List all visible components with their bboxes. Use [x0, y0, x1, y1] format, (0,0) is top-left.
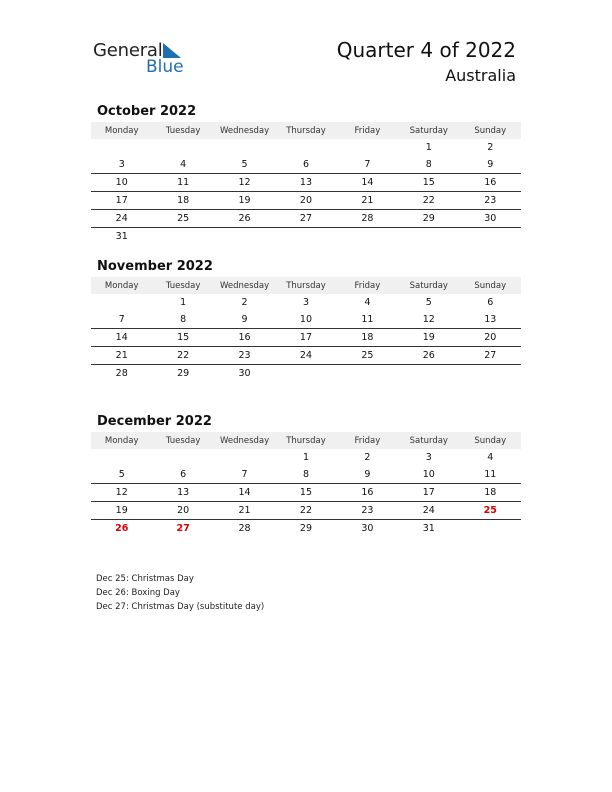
day-cell: 20: [484, 332, 497, 343]
day-cell: [275, 139, 336, 156]
day-cell: [214, 139, 275, 156]
day-cell: [460, 228, 521, 246]
week-row: [91, 347, 521, 365]
weekday-header: Wednesday: [219, 125, 270, 136]
day-cell: 16: [484, 177, 497, 188]
weekday-header: Thursday: [286, 280, 326, 291]
day-cell: 22: [422, 195, 435, 206]
weekday-header-row: [91, 122, 521, 139]
day-cell: 10: [115, 177, 128, 188]
week-row: [91, 365, 521, 383]
day-cell: 29: [299, 523, 313, 534]
day-cell: 12: [115, 487, 128, 498]
day-cell: 26: [115, 523, 129, 534]
day-cell: [460, 520, 521, 538]
day-cell: 21: [361, 195, 374, 206]
weekday-header: Sunday: [474, 125, 507, 136]
day-cell: 3: [425, 452, 432, 463]
day-cell: 20: [299, 195, 313, 206]
day-cell: 16: [361, 487, 374, 498]
day-cell: 31: [115, 231, 128, 242]
day-cell: 8: [180, 314, 187, 325]
day-cell: [398, 365, 459, 383]
holiday-note: Dec 27: Christmas Day (substitute day): [96, 602, 265, 612]
day-cell: 11: [177, 177, 190, 188]
day-cell: 6: [180, 469, 187, 480]
day-cell: 25: [361, 350, 374, 361]
day-cell: 4: [364, 297, 371, 308]
day-cell: 20: [177, 505, 190, 516]
day-cell: 17: [299, 332, 313, 343]
week-row: [91, 210, 521, 228]
day-cell: [398, 228, 459, 246]
week-row: [91, 502, 521, 520]
day-cell: 7: [241, 469, 248, 480]
week-row: [91, 139, 521, 156]
day-cell: 22: [299, 505, 313, 516]
month-title: October 2022: [97, 104, 197, 119]
day-cell: [152, 228, 213, 246]
week-row: [91, 484, 521, 502]
day-cell: 7: [364, 159, 371, 170]
day-cell: 3: [302, 297, 309, 308]
month-october: [91, 104, 521, 245]
month-november: [91, 259, 521, 382]
weekday-header: Friday: [354, 125, 381, 136]
day-cell: [214, 228, 275, 246]
day-cell: 17: [115, 195, 128, 206]
day-cell: 19: [115, 505, 128, 516]
day-cell: 29: [422, 213, 435, 224]
weekday-header: Monday: [104, 125, 139, 136]
day-cell: [275, 228, 336, 246]
day-cell: 31: [422, 523, 435, 534]
day-cell: 24: [422, 505, 435, 516]
day-cell: 2: [364, 452, 371, 463]
day-cell: 2: [487, 142, 494, 153]
holiday-note: Dec 26: Boxing Day: [96, 588, 180, 598]
week-row: [91, 156, 521, 174]
day-cell: 9: [364, 469, 371, 480]
weekday-header: Saturday: [409, 125, 448, 136]
day-cell: [91, 449, 152, 466]
page-title: Quarter 4 of 2022: [336, 38, 516, 62]
week-row: [91, 449, 521, 466]
week-row: [91, 311, 521, 329]
weekday-header: Tuesday: [165, 125, 201, 136]
day-cell: 30: [484, 213, 497, 224]
weekday-header: Wednesday: [219, 435, 270, 446]
weekday-header-row: [91, 277, 521, 294]
day-cell: 10: [299, 314, 313, 325]
weekday-header: Friday: [354, 280, 381, 291]
country-name: Australia: [445, 66, 516, 85]
day-cell: 13: [484, 314, 497, 325]
day-cell: 13: [299, 177, 313, 188]
day-cell: 8: [425, 159, 432, 170]
day-cell: [214, 449, 275, 466]
day-cell: 14: [361, 177, 374, 188]
day-cell: 6: [487, 297, 494, 308]
day-cell: 19: [238, 195, 251, 206]
week-row: [91, 228, 521, 246]
day-cell: 23: [238, 350, 251, 361]
day-cell: 22: [177, 350, 190, 361]
day-cell: [152, 139, 213, 156]
logo-text-blue: Blue: [146, 57, 184, 77]
week-row: [91, 466, 521, 484]
weekday-header: Friday: [354, 435, 381, 446]
day-cell: 4: [487, 452, 494, 463]
weekday-header: Monday: [104, 280, 139, 291]
day-cell: 12: [422, 314, 435, 325]
day-cell: 30: [238, 368, 251, 379]
day-cell: 27: [484, 350, 497, 361]
day-cell: 17: [422, 487, 435, 498]
week-row: [91, 329, 521, 347]
week-row: [91, 192, 521, 210]
day-cell: 5: [241, 159, 248, 170]
day-cell: 1: [180, 297, 187, 308]
day-cell: 28: [115, 368, 128, 379]
day-cell: 23: [484, 195, 497, 206]
day-cell: [275, 365, 336, 383]
day-cell: 28: [361, 213, 374, 224]
day-cell: 11: [361, 314, 374, 325]
day-cell: 21: [238, 505, 251, 516]
day-cell: 2: [241, 297, 248, 308]
day-cell: [91, 294, 152, 311]
day-cell: 18: [177, 195, 190, 206]
day-cell: [152, 449, 213, 466]
day-cell: [337, 365, 398, 383]
month-title: November 2022: [97, 259, 213, 274]
week-row: [91, 294, 521, 311]
day-cell: 7: [118, 314, 125, 325]
day-cell: 8: [302, 469, 309, 480]
weekday-header: Wednesday: [219, 280, 270, 291]
day-cell: 9: [241, 314, 248, 325]
holiday-notes: [96, 572, 264, 614]
week-row: [91, 520, 521, 538]
day-cell: [337, 228, 398, 246]
calendar-table: [91, 122, 521, 245]
day-cell: 15: [422, 177, 435, 188]
month-december: [91, 414, 521, 537]
weekday-header-row: [91, 432, 521, 449]
day-cell: 10: [422, 469, 435, 480]
day-cell: 28: [238, 523, 251, 534]
day-cell: 18: [484, 487, 497, 498]
generalblue-logo: [93, 40, 193, 80]
month-title: December 2022: [97, 414, 212, 429]
logo-text-general: General: [93, 40, 163, 61]
day-cell: 5: [118, 469, 125, 480]
day-cell: 6: [302, 159, 309, 170]
weekday-header: Saturday: [409, 435, 448, 446]
weekday-header: Tuesday: [165, 280, 201, 291]
day-cell: 15: [177, 332, 190, 343]
day-cell: 18: [361, 332, 374, 343]
day-cell: [91, 139, 152, 156]
day-cell: 24: [115, 213, 128, 224]
day-cell: 21: [115, 350, 128, 361]
weekday-header: Saturday: [409, 280, 448, 291]
day-cell: 19: [422, 332, 435, 343]
day-cell: 26: [422, 350, 435, 361]
day-cell: 15: [299, 487, 313, 498]
calendar-table: [91, 432, 521, 537]
day-cell: 23: [361, 505, 374, 516]
holiday-note: Dec 25: Christmas Day: [96, 574, 194, 584]
week-row: [91, 174, 521, 192]
day-cell: 5: [425, 297, 432, 308]
day-cell: 25: [483, 505, 497, 516]
day-cell: 30: [361, 523, 374, 534]
day-cell: 29: [177, 368, 190, 379]
day-cell: 9: [487, 159, 494, 170]
day-cell: 25: [177, 213, 190, 224]
day-cell: [337, 139, 398, 156]
day-cell: 27: [176, 523, 190, 534]
day-cell: [460, 365, 521, 383]
day-cell: 1: [302, 452, 309, 463]
calendar-table: [91, 277, 521, 382]
day-cell: 13: [177, 487, 190, 498]
day-cell: 4: [180, 159, 187, 170]
day-cell: 1: [425, 142, 432, 153]
day-cell: 26: [238, 213, 251, 224]
weekday-header: Monday: [104, 435, 139, 446]
day-cell: 14: [115, 332, 128, 343]
weekday-header: Sunday: [474, 435, 507, 446]
day-cell: 27: [299, 213, 313, 224]
day-cell: 16: [238, 332, 251, 343]
day-cell: 24: [299, 350, 313, 361]
day-cell: 14: [238, 487, 251, 498]
weekday-header: Thursday: [286, 125, 326, 136]
weekday-header: Thursday: [286, 435, 326, 446]
day-cell: 11: [484, 469, 497, 480]
day-cell: 3: [118, 159, 125, 170]
day-cell: 12: [238, 177, 251, 188]
weekday-header: Sunday: [474, 280, 507, 291]
weekday-header: Tuesday: [165, 435, 201, 446]
